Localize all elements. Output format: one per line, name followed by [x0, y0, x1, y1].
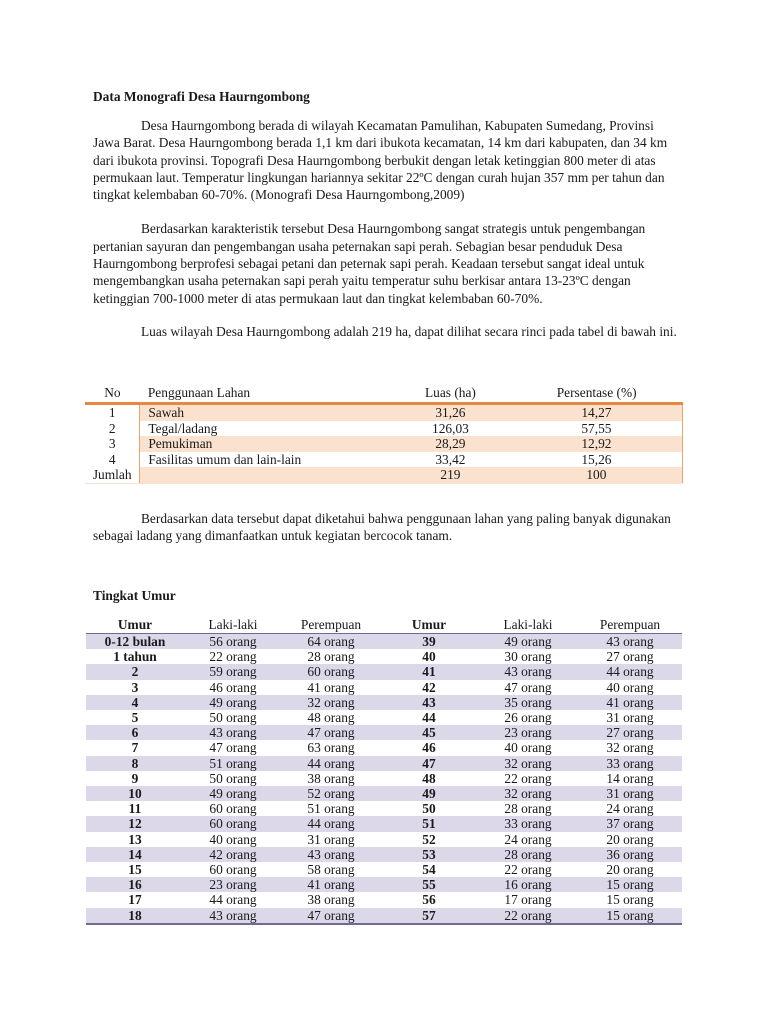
cell-age: 7: [131, 740, 139, 756]
age-section-title: Tingkat Umur: [93, 588, 176, 603]
cell-land-use: Fasilitas umum dan lain-lain: [148, 451, 302, 467]
header-male: Laki-laki: [478, 617, 578, 634]
age-table: [86, 617, 682, 925]
cell-female: 41 orang: [282, 877, 380, 892]
cell-age: 48: [422, 770, 436, 786]
cell-male: 49 orang: [184, 695, 282, 710]
paragraph-location: Desa Haurngombong berada di wilayah Kecamatan Pamulihan, Kabupaten Sumedang, Provinsi Jawa Barat. Desa Haurngombong berada 1,1 km dari ibukota kecamatan, 14 km dari kabupaten, dan 34 km dari ibukota provinsi. Topografi Desa Haurngombong berbukit dengan letak ketinggian 800 meter di atas permukaan laut. Temperatur lingkungan hariannya sekitar 22ºC dengan curah hujan 357 mm per tahun dan tingkat kelembaban 60-70%. (Monografi Desa Haurngombong,2009): [93, 118, 668, 203]
table-row: [86, 634, 682, 650]
document-title: Data Monografi Desa Haurngombong: [93, 89, 310, 104]
table-row: [86, 908, 682, 924]
cell-male: 46 orang: [209, 679, 257, 695]
paragraph-conclusion: Berdasarkan data tersebut dapat diketahui bahwa penggunaan lahan yang paling banyak digunakan sebagai ladang yang dimanfaatkan untuk kegiatan bercocok tanam.: [93, 511, 671, 544]
cell-age: 55: [380, 877, 478, 892]
cell-land-use: [140, 467, 390, 483]
cell-female: 64 orang: [282, 634, 380, 650]
cell-male: 60 orang: [209, 801, 257, 817]
cell-female: 43 orang: [578, 634, 682, 650]
cell-age: 46: [422, 740, 436, 756]
age-table-body: [86, 634, 682, 924]
cell-male: 23 orang: [478, 725, 578, 740]
paragraph-area: Luas wilayah Desa Haurngombong adalah 219 ha, dapat dilihat secara rinci pada tabel di bawah ini.: [141, 323, 677, 339]
cell-female: 58 orang: [307, 862, 355, 878]
cell-female: 47 orang: [282, 725, 380, 740]
header-age: Umur: [380, 617, 478, 634]
header-land-use: Penggunaan Lahan: [140, 383, 390, 404]
cell-female: 15 orang: [578, 908, 682, 924]
header-percentage: Persentase (%): [511, 383, 683, 404]
cell-male: 43 orang: [478, 664, 578, 679]
cell-female: 41 orang: [307, 679, 355, 695]
cell-female: 33 orang: [578, 756, 682, 771]
cell-male: 50 orang: [209, 770, 257, 786]
cell-no: 2: [85, 421, 140, 437]
cell-age: 47: [380, 756, 478, 771]
table-row: [86, 725, 682, 740]
cell-percentage: 12,92: [511, 436, 683, 452]
cell-age: 53: [380, 847, 478, 862]
table-row: [86, 892, 682, 907]
cell-female: 14 orang: [606, 770, 654, 786]
cell-male: 22 orang: [209, 649, 257, 665]
cell-male: 28 orang: [504, 801, 552, 817]
cell-male: 60 orang: [209, 862, 257, 878]
cell-female: 41 orang: [578, 695, 682, 710]
cell-female: 20 orang: [606, 831, 654, 847]
table-total-row: [85, 467, 683, 483]
header-age: Umur: [86, 617, 184, 634]
land-use-table: [85, 383, 683, 484]
cell-age: 57: [380, 908, 478, 924]
cell-female: 32 orang: [606, 740, 654, 756]
table-row: [86, 680, 682, 695]
cell-age: 16: [86, 877, 184, 892]
cell-male: 33 orang: [478, 816, 578, 831]
cell-total-label: Jumlah: [85, 467, 140, 483]
table-row: [86, 649, 682, 664]
cell-male: 43 orang: [184, 908, 282, 924]
cell-male: 60 orang: [184, 816, 282, 831]
cell-female: 15 orang: [578, 877, 682, 892]
cell-female: 51 orang: [307, 801, 355, 817]
cell-age: 13: [128, 831, 142, 847]
cell-age: 6: [86, 725, 184, 740]
cell-male: 47 orang: [504, 679, 552, 695]
header-area: Luas (ha): [390, 383, 511, 404]
cell-female: 40 orang: [606, 679, 654, 695]
cell-female: 37 orang: [578, 816, 682, 831]
cell-female: 24 orang: [606, 801, 654, 817]
cell-age: 56: [422, 892, 436, 908]
cell-male: 42 orang: [184, 847, 282, 862]
cell-age: 40: [422, 649, 436, 665]
cell-male: 59 orang: [184, 664, 282, 679]
cell-age: 51: [380, 816, 478, 831]
cell-female: 44 orang: [282, 756, 380, 771]
cell-age: 18: [86, 908, 184, 924]
cell-age: 5: [131, 710, 139, 726]
cell-female: 28 orang: [307, 649, 355, 665]
cell-age: 8: [86, 756, 184, 771]
cell-male: 16 orang: [478, 877, 578, 892]
cell-female: 20 orang: [606, 862, 654, 878]
cell-area: 33,42: [435, 451, 466, 467]
table-row: [86, 695, 682, 710]
table-row: [86, 740, 682, 755]
cell-female: 31 orang: [578, 786, 682, 801]
cell-age: 12: [86, 816, 184, 831]
cell-male: 32 orang: [478, 786, 578, 801]
cell-female: 44 orang: [282, 816, 380, 831]
cell-age: 45: [380, 725, 478, 740]
cell-male: 56 orang: [184, 634, 282, 650]
cell-female: 60 orang: [282, 664, 380, 679]
cell-male: 22 orang: [504, 770, 552, 786]
cell-age: 10: [86, 786, 184, 801]
cell-total-percentage: 100: [511, 467, 683, 483]
table-row: [86, 786, 682, 801]
cell-female: 32 orang: [282, 695, 380, 710]
cell-land-use: Pemukiman: [140, 436, 390, 452]
cell-male: 43 orang: [184, 725, 282, 740]
cell-age: 41: [380, 664, 478, 679]
cell-female: 43 orang: [282, 847, 380, 862]
cell-percentage: 15,26: [511, 452, 683, 468]
cell-female: 27 orang: [606, 649, 654, 665]
cell-age: 52: [422, 831, 436, 847]
cell-age: 14: [86, 847, 184, 862]
table-row: [86, 816, 682, 831]
table-row: [86, 801, 682, 816]
cell-no: 1: [85, 404, 140, 421]
cell-percentage: 14,27: [511, 404, 683, 421]
table-row: [85, 452, 683, 468]
cell-age: 49: [380, 786, 478, 801]
cell-age: 9: [131, 770, 139, 786]
cell-area: 31,26: [390, 404, 511, 421]
cell-age: 15: [128, 862, 142, 878]
cell-male: 40 orang: [209, 831, 257, 847]
cell-male: 51 orang: [184, 756, 282, 771]
header-female: Perempuan: [578, 617, 682, 634]
cell-male: 50 orang: [209, 710, 257, 726]
cell-age: 2: [86, 664, 184, 679]
cell-age: 43: [380, 695, 478, 710]
cell-land-use: Sawah: [140, 404, 390, 421]
table-row: [85, 436, 683, 452]
table-row: [86, 862, 682, 877]
cell-female: 31 orang: [606, 710, 654, 726]
cell-age: 54: [422, 862, 436, 878]
cell-female: 44 orang: [578, 664, 682, 679]
table-row: [86, 832, 682, 847]
cell-male: 49 orang: [478, 634, 578, 650]
cell-male: 44 orang: [209, 892, 257, 908]
header-male: Laki-laki: [184, 617, 282, 634]
cell-age: 42: [422, 679, 436, 695]
cell-male: 35 orang: [478, 695, 578, 710]
cell-age: 11: [128, 801, 142, 817]
table-row: [86, 664, 682, 679]
table-header-row: [85, 383, 683, 404]
cell-female: 52 orang: [282, 786, 380, 801]
cell-age: 1 tahun: [113, 649, 157, 665]
cell-no: 3: [85, 436, 140, 452]
cell-land-use: Tegal/ladang: [148, 420, 218, 436]
cell-male: 17 orang: [504, 892, 552, 908]
table-row: [86, 756, 682, 771]
cell-male: 40 orang: [504, 740, 552, 756]
cell-percentage: 57,55: [511, 421, 683, 437]
cell-age: 0-12 bulan: [86, 634, 184, 650]
cell-age: 44: [422, 710, 436, 726]
table-row: [85, 404, 683, 421]
cell-male: 23 orang: [184, 877, 282, 892]
cell-female: 47 orang: [282, 908, 380, 924]
cell-female: 27 orang: [578, 725, 682, 740]
cell-total-area: 219: [390, 467, 511, 483]
cell-female: 63 orang: [307, 740, 355, 756]
cell-age: 39: [380, 634, 478, 650]
cell-male: 47 orang: [209, 740, 257, 756]
paragraph-characteristics: Berdasarkan karakteristik tersebut Desa Haurngombong sangat strategis untuk pengembangan pertanian sayuran dan pengembangan usaha peternakan sapi perah. Sebagian besar penduduk Desa Haurngombong berprofesi sebagai petani dan peternak sapi perah. Keadaan tersebut sangat ideal untuk mengembangkan usaha peternakan sapi perah yaitu temperatur suhu berkisar antara 13-23ºC dengan ketinggian 700-1000 meter di atas permukaan laut dan tingkat kelembaban 60-70%.: [93, 221, 646, 306]
cell-male: 26 orang: [504, 710, 552, 726]
cell-area: 28,29: [390, 436, 511, 452]
table-row: [86, 877, 682, 892]
cell-male: 49 orang: [184, 786, 282, 801]
table-row: [85, 421, 683, 437]
cell-male: 32 orang: [478, 756, 578, 771]
cell-age: 3: [131, 679, 139, 695]
cell-male: 22 orang: [504, 862, 552, 878]
cell-male: 28 orang: [478, 847, 578, 862]
cell-female: 15 orang: [606, 892, 654, 908]
cell-male: 30 orang: [504, 649, 552, 665]
table-header-row: [86, 617, 682, 634]
cell-female: 31 orang: [307, 831, 355, 847]
header-no: No: [85, 383, 140, 404]
cell-female: 48 orang: [307, 710, 355, 726]
cell-area: 126,03: [432, 420, 469, 436]
table-row: [86, 847, 682, 862]
table-row: [86, 771, 682, 786]
table-row: [86, 710, 682, 725]
cell-female: 36 orang: [578, 847, 682, 862]
cell-no: 4: [85, 452, 140, 468]
cell-female: 38 orang: [307, 892, 355, 908]
cell-female: 38 orang: [307, 770, 355, 786]
cell-male: 24 orang: [504, 831, 552, 847]
cell-age: 50: [422, 801, 436, 817]
cell-male: 22 orang: [478, 908, 578, 924]
cell-age: 17: [128, 892, 142, 908]
document-body: [93, 88, 683, 340]
cell-age: 4: [86, 695, 184, 710]
header-female: Perempuan: [282, 617, 380, 634]
